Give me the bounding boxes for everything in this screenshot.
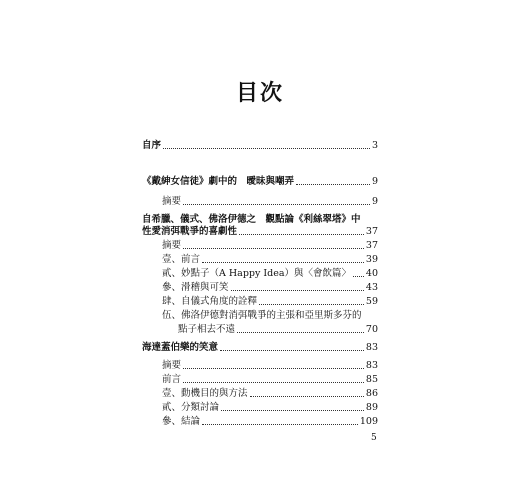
leader-dots — [183, 248, 364, 249]
toc-entry-title: 前言 — [162, 374, 182, 385]
page-number: 5 — [371, 433, 377, 443]
toc-entry-page: 109 — [359, 416, 378, 427]
toc-entry-ch2-section-3[interactable] — [162, 282, 378, 294]
toc-entry-ch3-section-2[interactable] — [162, 402, 378, 414]
toc-entry-page: 37 — [365, 240, 378, 251]
toc-entry-page: 9 — [371, 176, 378, 187]
toc-entry-title: 貳、分類討論 — [162, 402, 220, 413]
toc-entry-title-cont: 性愛消弭戰爭的喜劇性 — [142, 226, 238, 237]
toc-entry-page: 83 — [365, 342, 378, 353]
toc-entry-page: 40 — [365, 268, 378, 279]
leader-dots — [353, 276, 364, 277]
toc-entry-ch2-section-2[interactable] — [162, 268, 378, 280]
toc-entry-page: 83 — [365, 360, 378, 371]
toc-entry-page: 70 — [365, 324, 378, 335]
toc-entry-ch3-section-1[interactable] — [162, 388, 378, 400]
toc-entry-ch2-section-1[interactable] — [162, 254, 378, 266]
toc-entry-page: 43 — [365, 282, 378, 293]
toc-entry-chapter-2-line1[interactable] — [142, 214, 378, 226]
toc-entry-title: 壹、動機目的與方法 — [162, 388, 248, 399]
toc-entry-chapter-3[interactable] — [142, 342, 378, 354]
toc-entry-chapter-1[interactable] — [142, 176, 378, 188]
toc-entry-page: 3 — [371, 140, 378, 151]
toc-entry-chapter-2[interactable] — [142, 226, 378, 238]
toc-entry-ch2-section-5[interactable] — [178, 324, 378, 336]
leader-dots — [183, 368, 364, 369]
toc-entry-title: 貳、妙點子（A Happy Idea）與〈會飲篇〉 — [162, 268, 351, 279]
leader-dots — [221, 410, 364, 411]
toc-entry-title: 摘要 — [162, 196, 182, 207]
leader-dots — [259, 304, 364, 305]
toc-entry-ch2-section-5-line1[interactable] — [162, 310, 378, 322]
leader-dots — [250, 396, 364, 397]
leader-dots — [220, 350, 364, 351]
toc-entry-page: 59 — [365, 296, 378, 307]
toc-entry-ch2-section-4[interactable] — [162, 296, 378, 308]
leader-dots — [239, 234, 364, 235]
toc-entry-title: 自希臘、儀式、佛洛伊德之 觀點論《利絲翠塔》中 — [142, 214, 361, 225]
toc-entry-title: 肆、自儀式角度的詮釋 — [162, 296, 258, 307]
toc-entry-title: 壹、前言 — [162, 254, 201, 265]
leader-dots — [237, 332, 364, 333]
toc-entry-title: 摘要 — [162, 240, 182, 251]
toc-entry-ch1-abstract[interactable] — [162, 196, 378, 208]
toc-entry-page: 85 — [365, 374, 378, 385]
toc-entry-title-cont: 點子相去不遠 — [178, 324, 236, 335]
leader-dots — [202, 262, 364, 263]
leader-dots — [163, 148, 370, 149]
leader-dots — [202, 424, 358, 425]
toc-entry-title: 伍、佛洛伊德對消弭戰爭的主張和亞里斯多芬的 — [162, 310, 362, 321]
toc-entry-title: 摘要 — [162, 360, 182, 371]
toc-entry-ch3-intro[interactable] — [162, 374, 378, 386]
leader-dots — [296, 184, 370, 185]
leader-dots — [183, 382, 364, 383]
toc-entry-ch3-abstract[interactable] — [162, 360, 378, 372]
leader-dots — [231, 290, 364, 291]
page-title: 目次 — [235, 80, 284, 106]
toc-entry-title: 自序 — [142, 140, 162, 151]
toc-entry-page: 37 — [365, 226, 378, 237]
toc-entry-page: 89 — [365, 402, 378, 413]
toc-entry-ch3-section-3[interactable] — [162, 416, 378, 428]
toc-entry-title: 海達蓋伯樂的笑意 — [142, 342, 219, 353]
toc-entry-title: 參、結論 — [162, 416, 201, 427]
leader-dots — [183, 204, 370, 205]
toc-entry-ch2-abstract[interactable] — [162, 240, 378, 252]
toc-entry-title: 《戴紳女信徒》劇中的 曖昧與嘲弄 — [142, 176, 295, 187]
toc-entry-title: 參、滑稽與可笑 — [162, 282, 229, 293]
toc-entry-preface[interactable] — [142, 140, 378, 152]
toc-entry-page: 9 — [371, 196, 378, 207]
toc-entry-page: 39 — [365, 254, 378, 265]
toc-entry-page: 86 — [365, 388, 378, 399]
